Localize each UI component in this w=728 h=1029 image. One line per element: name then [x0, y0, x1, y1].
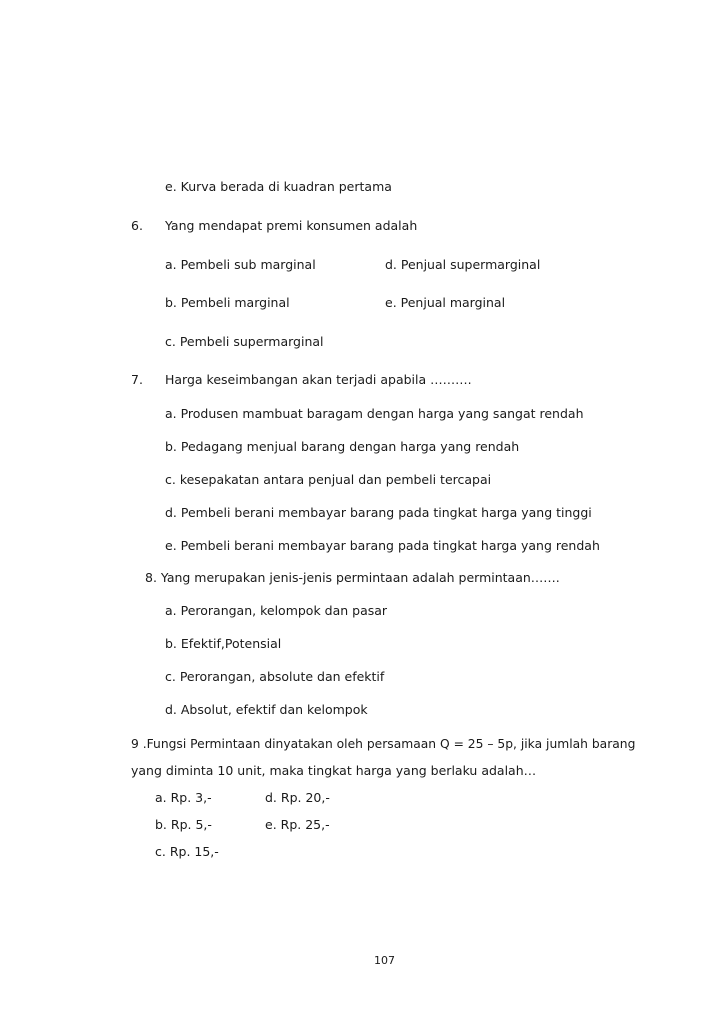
- q7-question: Harga keseimbangan akan terjadi apabila ……….: [165, 372, 472, 387]
- q6-option-e: e. Penjual marginal: [385, 295, 506, 310]
- q6-option-d: d. Penjual supermarginal: [385, 257, 541, 272]
- q6-question: Yang mendapat premi konsumen adalah: [165, 218, 418, 233]
- q6-number: 6.: [131, 218, 143, 233]
- q6-option-c: c. Pembeli supermarginal: [165, 334, 324, 349]
- q7-option-b: b. Pedagang menjual barang dengan harga yang rendah: [165, 439, 520, 454]
- q7-option-d: d. Pembeli berani membayar barang pada tingkat harga yang tinggi: [165, 505, 592, 520]
- q7-number: 7.: [131, 372, 143, 387]
- q9-question-line1: 9 .Fungsi Permintaan dinyatakan oleh persamaan Q = 25 – 5p, jika jumlah barang: [131, 737, 636, 751]
- q9-option-c: c. Rp. 15,-: [155, 844, 219, 859]
- q9-question-line2: yang diminta 10 unit, maka tingkat harga yang berlaku adalah…: [131, 763, 537, 778]
- q8-option-d: d. Absolut, efektif dan kelompok: [165, 702, 368, 717]
- q8-question: 8. Yang merupakan jenis-jenis permintaan adalah permintaan…….: [145, 570, 560, 585]
- q5-option-e: e. Kurva berada di kuadran pertama: [165, 179, 392, 194]
- q7-option-e: e. Pembeli berani membayar barang pada tingkat harga yang rendah: [165, 538, 600, 553]
- q6-option-b: b. Pembeli marginal: [165, 295, 290, 310]
- q9-option-e: e. Rp. 25,-: [265, 817, 330, 832]
- q8-option-c: c. Perorangan, absolute dan efektif: [165, 669, 385, 684]
- q9-option-b: b. Rp. 5,-: [155, 817, 212, 832]
- page-number: 107: [374, 954, 395, 967]
- q6-option-a: a. Pembeli sub marginal: [165, 257, 316, 272]
- q7-option-c: c. kesepakatan antara penjual dan pembeli tercapai: [165, 472, 492, 487]
- q9-option-d: d. Rp. 20,-: [265, 790, 330, 805]
- q8-option-a: a. Perorangan, kelompok dan pasar: [165, 603, 388, 618]
- q9-option-a: a. Rp. 3,-: [155, 790, 212, 805]
- q7-option-a: a. Produsen mambuat baragam dengan harga yang sangat rendah: [165, 406, 584, 421]
- q8-option-b: b. Efektif,Potensial: [165, 636, 282, 651]
